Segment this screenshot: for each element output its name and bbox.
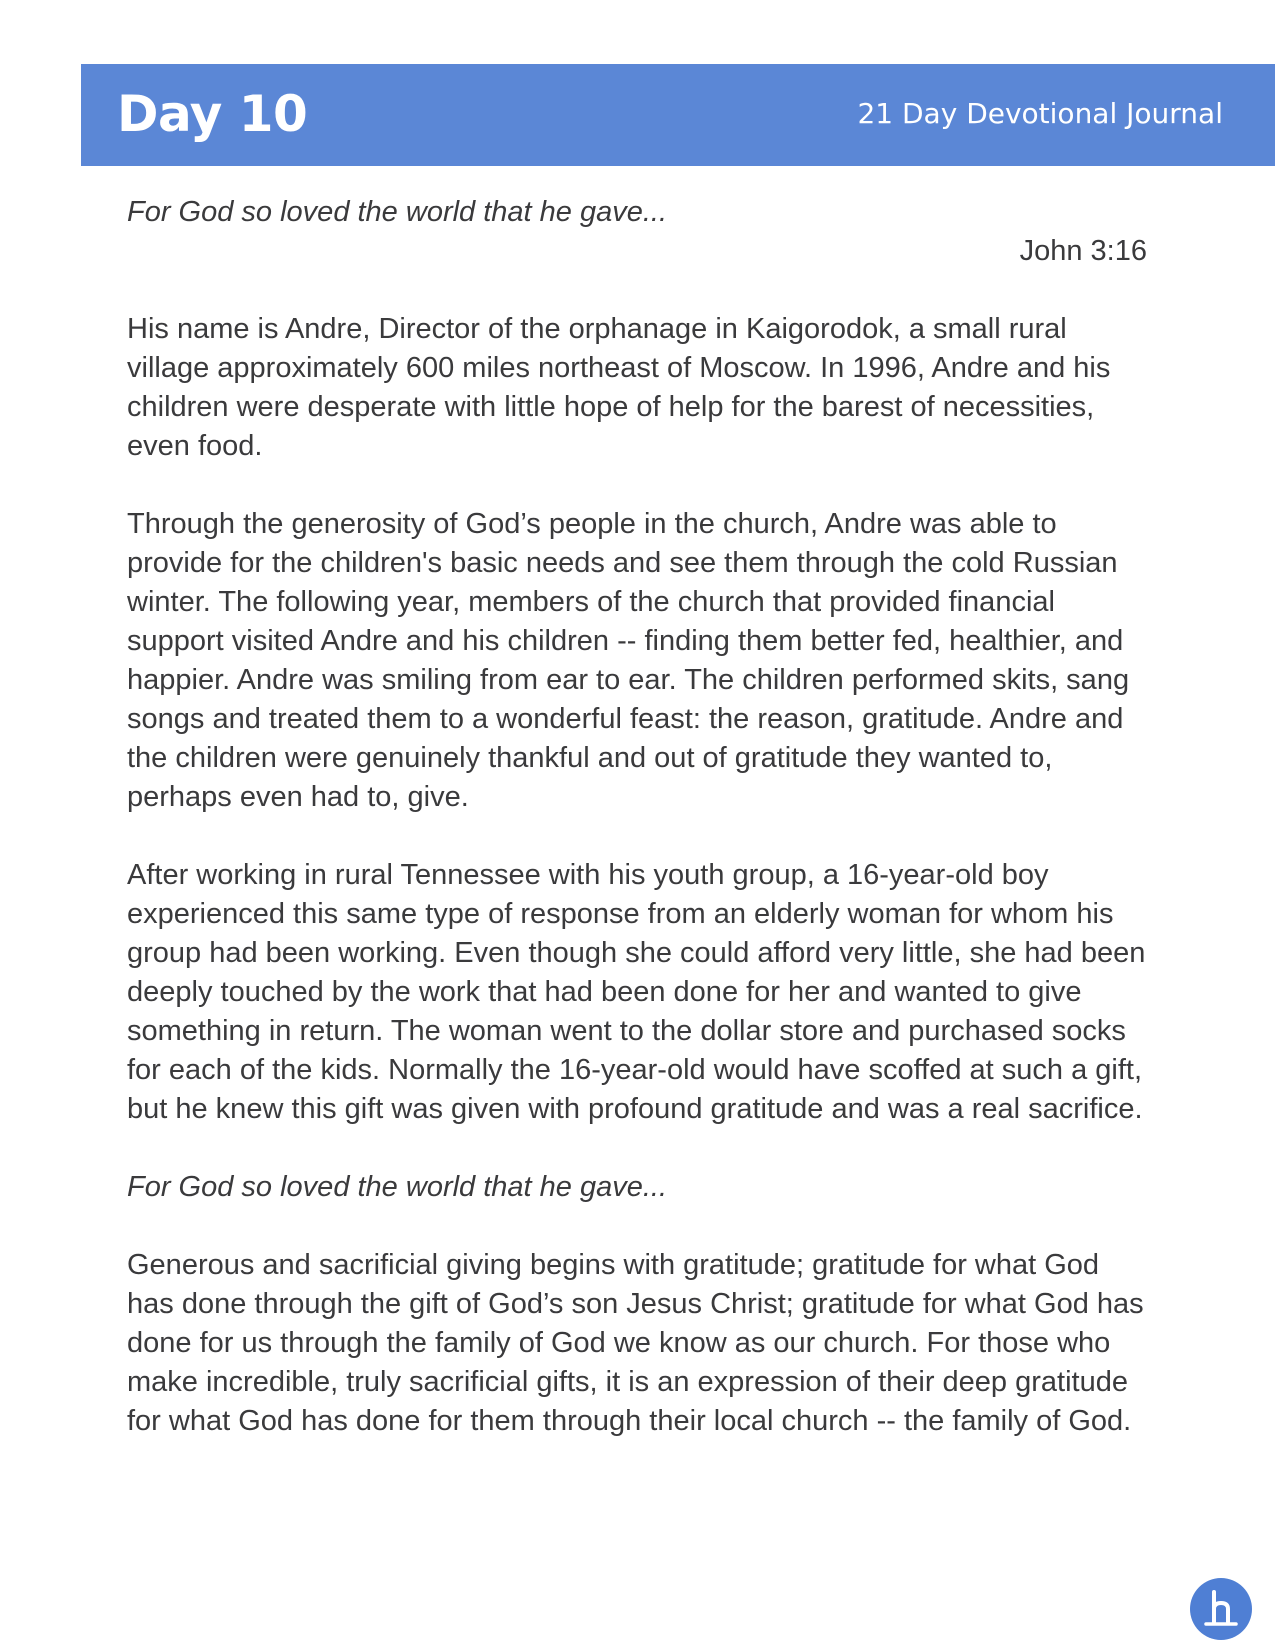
scripture-verse: For God so loved the world that he gave... <box>127 196 668 228</box>
paragraph-andre-intro: His name is Andre, Director of the orphanage in Kaigorodok, a small rural village approximately 600 miles northeast of Moscow. In 1996, Andre and his children were desperate with little hope of help for the barest of necessities, even food. <box>127 313 1111 462</box>
day-title: Day 10 <box>117 85 308 143</box>
scripture-verse-repeat: For God so loved the world that he gave... <box>127 1171 668 1203</box>
journal-title: 21 Day Devotional Journal <box>857 97 1223 130</box>
scripture-reference: John 3:16 <box>1019 235 1147 267</box>
h-logo-icon <box>1190 1578 1252 1640</box>
header-bar <box>81 64 1275 166</box>
paragraph-tennessee: After working in rural Tennessee with his youth group, a 16-year-old boy experienced this same type of response from an elderly woman for whom his group had been working. Even though she could afford very little, she had been deeply touched by the work that had been done for her and wanted to give something in return. The woman went to the dollar store and purchased socks for each of the kids. Normally the 16-year-old would have scoffed at such a gift, but he knew this gift was given with profound gratitude and was a real sacrifice. <box>127 859 1146 1125</box>
devotional-content <box>127 193 1152 1441</box>
paragraph-closing: Generous and sacrificial giving begins with gratitude; gratitude for what God has done through the gift of God’s son Jesus Christ; gratitude for what God has done for us through the family of God we know as our church. For those who make incredible, truly sacrificial gifts, it is an expression of their deep gratitude for what God has done for them through their local church -- the family of God. <box>127 1249 1144 1437</box>
paragraph-andre-gratitude: Through the generosity of God’s people in the church, Andre was able to provide for the children's basic needs and see them through the cold Russian winter. The following year, members of the church that provided financial support visited Andre and his children -- finding them better fed, healthier, and happier. Andre was smiling from ear to ear. The children performed skits, sang songs and treated them to a wonderful feast: the reason, gratitude. Andre and the children were genuinely thankful and out of gratitude they wanted to, perhaps even had to, give. <box>127 508 1130 813</box>
